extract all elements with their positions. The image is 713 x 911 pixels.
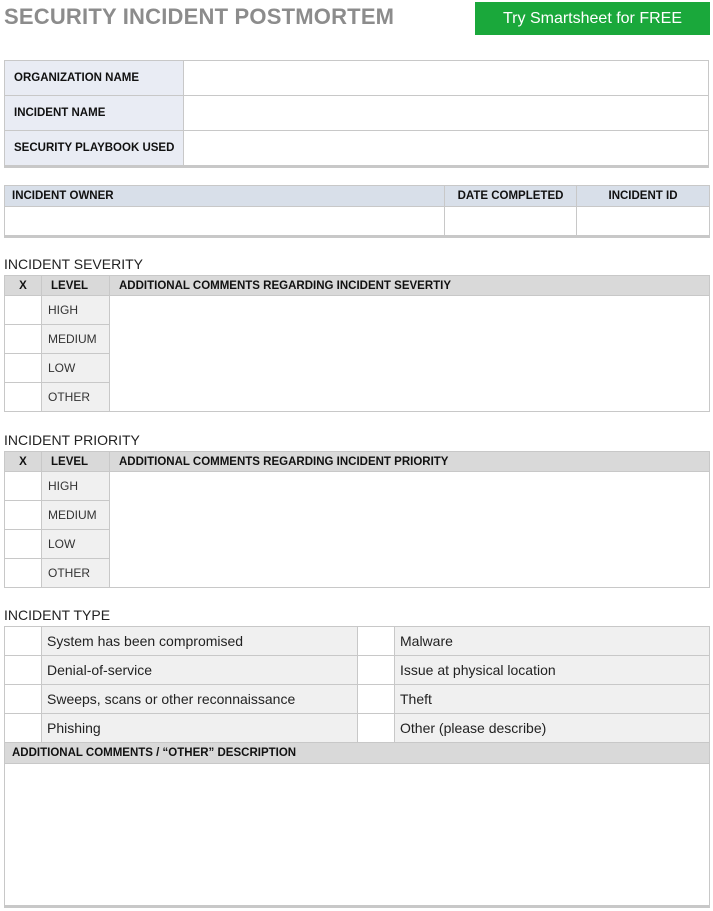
incident-name-field[interactable] <box>184 96 709 131</box>
type-option-malware: Malware <box>395 627 710 656</box>
incident-owner-table <box>4 185 710 238</box>
priority-medium-checkbox[interactable] <box>5 501 42 530</box>
priority-comments-field[interactable] <box>110 472 710 588</box>
type-other-checkbox[interactable] <box>358 714 395 743</box>
priority-level-medium: MEDIUM <box>42 501 110 530</box>
type-phishing-checkbox[interactable] <box>5 714 42 743</box>
severity-level-other: OTHER <box>42 383 110 412</box>
incident-priority-table <box>4 451 710 588</box>
severity-level-low: LOW <box>42 354 110 383</box>
incident-severity-heading: INCIDENT SEVERITY <box>4 256 143 272</box>
priority-comments-header: ADDITIONAL COMMENTS REGARDING INCIDENT PRIORITY <box>110 452 710 472</box>
type-dos-checkbox[interactable] <box>5 656 42 685</box>
type-malware-checkbox[interactable] <box>358 627 395 656</box>
organization-name-label: ORGANIZATION NAME <box>5 61 184 96</box>
date-completed-header: DATE COMPLETED <box>445 186 577 207</box>
severity-low-checkbox[interactable] <box>5 354 42 383</box>
severity-x-header: X <box>5 276 42 296</box>
date-completed-field[interactable] <box>445 207 577 237</box>
priority-other-checkbox[interactable] <box>5 559 42 588</box>
type-compromised-checkbox[interactable] <box>5 627 42 656</box>
security-playbook-field[interactable] <box>184 131 709 167</box>
type-option-physical: Issue at physical location <box>395 656 710 685</box>
incident-priority-heading: INCIDENT PRIORITY <box>4 432 140 448</box>
organization-info-table <box>4 60 709 168</box>
additional-comments-field[interactable] <box>5 764 710 907</box>
priority-high-checkbox[interactable] <box>5 472 42 501</box>
page-title: SECURITY INCIDENT POSTMORTEM <box>4 4 395 29</box>
priority-level-header: LEVEL <box>42 452 110 472</box>
severity-level-header: LEVEL <box>42 276 110 296</box>
incident-owner-field[interactable] <box>5 207 445 237</box>
severity-medium-checkbox[interactable] <box>5 325 42 354</box>
priority-level-high: HIGH <box>42 472 110 501</box>
organization-name-field[interactable] <box>184 61 709 96</box>
try-smartsheet-button[interactable]: Try Smartsheet for FREE <box>475 2 710 35</box>
security-playbook-label: SECURITY PLAYBOOK USED <box>5 131 184 167</box>
incident-id-header: INCIDENT ID <box>577 186 710 207</box>
type-option-sweeps: Sweeps, scans or other reconnaissance <box>42 685 358 714</box>
severity-level-medium: MEDIUM <box>42 325 110 354</box>
type-physical-checkbox[interactable] <box>358 656 395 685</box>
incident-name-label: INCIDENT NAME <box>5 96 184 131</box>
type-theft-checkbox[interactable] <box>358 685 395 714</box>
incident-type-table <box>4 626 710 908</box>
type-option-dos: Denial-of-service <box>42 656 358 685</box>
incident-id-field[interactable] <box>577 207 710 237</box>
priority-level-other: OTHER <box>42 559 110 588</box>
priority-low-checkbox[interactable] <box>5 530 42 559</box>
severity-other-checkbox[interactable] <box>5 383 42 412</box>
incident-owner-header: INCIDENT OWNER <box>5 186 445 207</box>
type-option-other: Other (please describe) <box>395 714 710 743</box>
type-option-theft: Theft <box>395 685 710 714</box>
incident-type-heading: INCIDENT TYPE <box>4 607 111 623</box>
severity-comments-field[interactable] <box>110 296 710 412</box>
type-option-phishing: Phishing <box>42 714 358 743</box>
type-option-compromised: System has been compromised <box>42 627 358 656</box>
severity-level-high: HIGH <box>42 296 110 325</box>
severity-comments-header: ADDITIONAL COMMENTS REGARDING INCIDENT SEVERTIY <box>110 276 710 296</box>
priority-x-header: X <box>5 452 42 472</box>
additional-comments-header: ADDITIONAL COMMENTS / “OTHER” DESCRIPTION <box>5 743 710 764</box>
severity-high-checkbox[interactable] <box>5 296 42 325</box>
type-sweeps-checkbox[interactable] <box>5 685 42 714</box>
priority-level-low: LOW <box>42 530 110 559</box>
incident-severity-table <box>4 275 710 412</box>
